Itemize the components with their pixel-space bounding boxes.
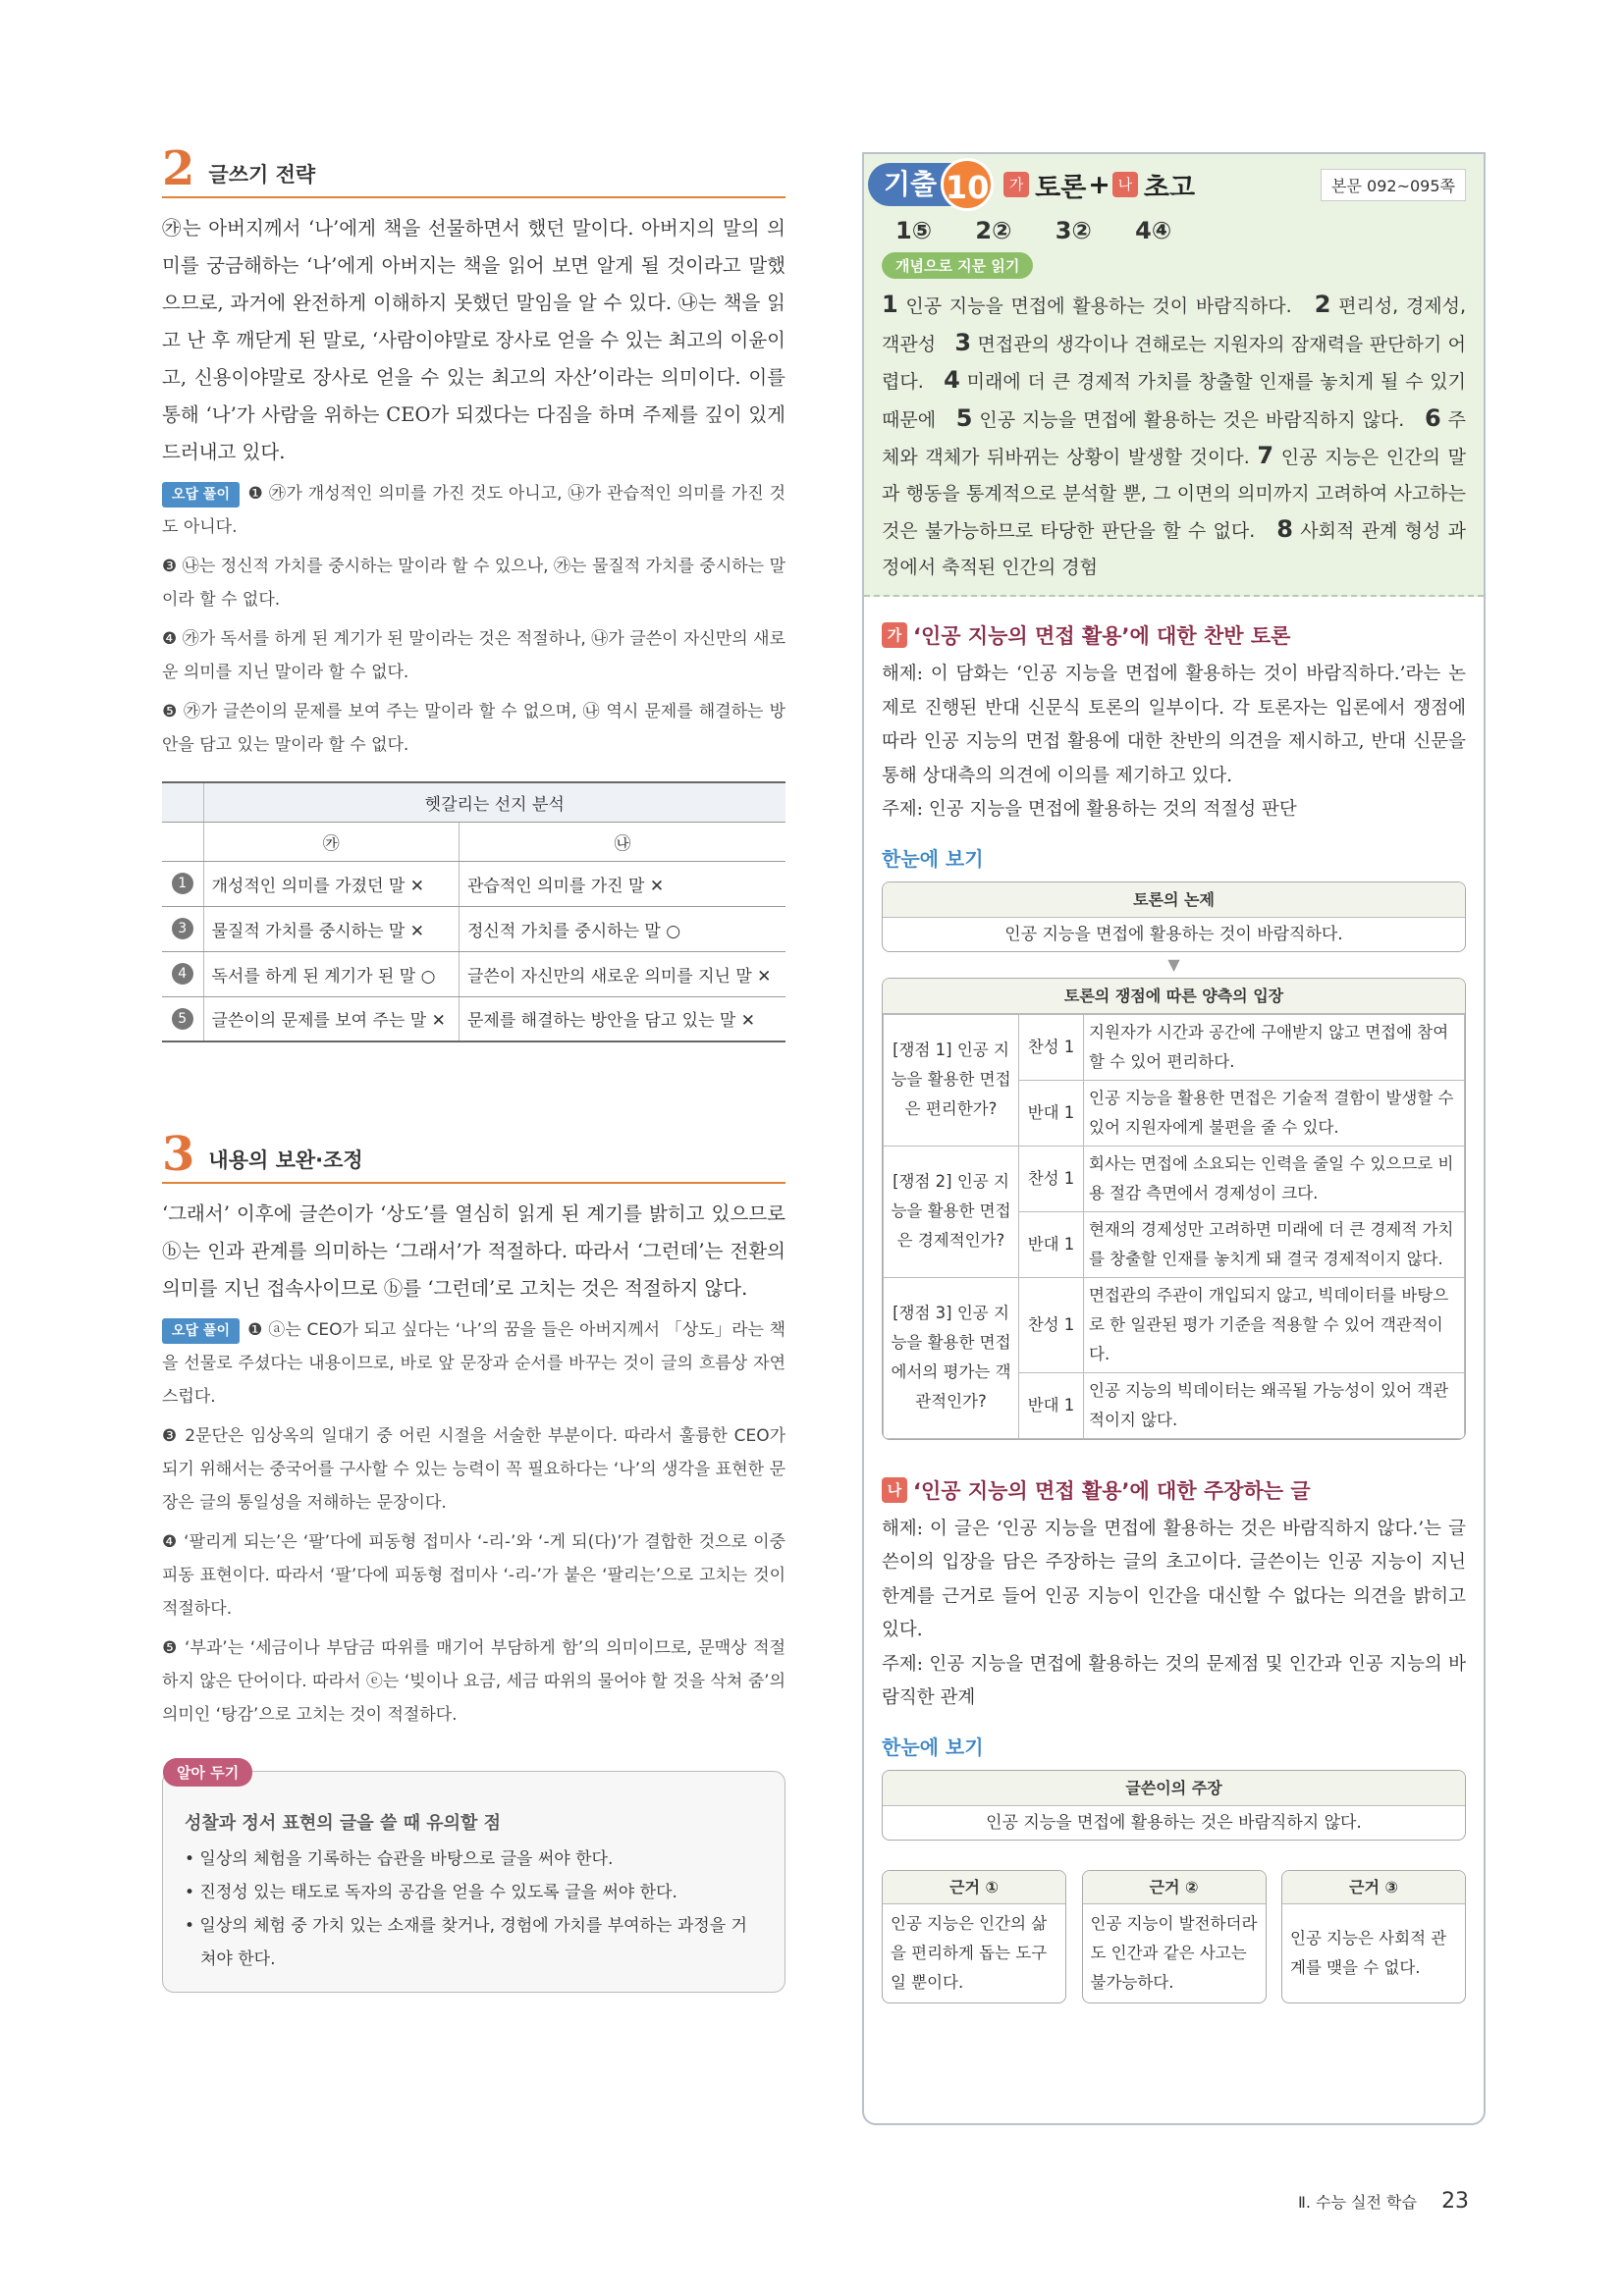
right-column xyxy=(862,152,1486,2125)
concept-num: 4 xyxy=(944,366,960,394)
stance-head: 토론의 쟁점에 따른 양측의 입장 xyxy=(883,979,1465,1014)
na-description: 해제: 이 글은 ‘인공 지능을 면접에 활용하는 것은 바람직하지 않다.’는 글쓴이의 입장을 담은 주장하는 글의 초고이다. 글쓴이는 인공 지능이 지닌 한계를 근거로 들어 인공 지능이 인간을 대신할 수 없다는 의견을 밝히고 있다. xyxy=(882,1518,1466,1640)
page-footer xyxy=(1298,2189,1469,2214)
table-row xyxy=(162,906,785,951)
reason-text: 인공 지능이 발전하더라도 인간과 같은 사고는 불가능하다. xyxy=(1090,1913,1258,1992)
cell-b: 정신적 가치를 중시하는 말 ○ xyxy=(459,906,785,951)
concept-text: 인공 지능을 면접에 활용하는 것은 바람직하지 않다. xyxy=(979,408,1405,431)
pro-label: 찬성 1 xyxy=(1019,1014,1084,1080)
claim-head: 글쓴이의 주장 xyxy=(883,1771,1465,1806)
concept-num: 3 xyxy=(954,328,972,356)
choice-number: 3 xyxy=(172,918,193,939)
reason-head: 근거 ① xyxy=(883,1871,1065,1904)
page-number: 23 xyxy=(1441,2189,1470,2214)
answer-summary-panel xyxy=(864,154,1484,597)
concept-text: 미래에 더 큰 경제적 가치를 창출할 인재를 놓치게 될 수 있기 때문에 xyxy=(882,371,1466,431)
fix-item: ❶ ㉮가 개성적인 의미를 가진 것도 아니고, ㉯가 관습적인 의미를 가진 것도 아니다. xyxy=(162,484,785,537)
table-row xyxy=(162,996,785,1041)
reasons-row xyxy=(882,1870,1466,2003)
tip-item: • 일상의 체험 중 가치 있는 소재를 찾거나, 경험에 가치를 부여하는 과정을 거쳐야 한다. xyxy=(185,1916,747,1969)
fix-item: ❹ ㉮가 독서를 하게 된 계기가 된 말이라는 것은 적절하나, ㉯가 글쓴이 자신만의 새로운 의미를 지닌 말이라 할 수 없다. xyxy=(162,629,785,682)
section-3-paragraph: ‘그래서’ 이후에 글쓴이가 ‘상도’를 열심히 읽게 된 계기를 밝히고 있으므로 ⓑ는 인과 관계를 의미하는 ‘그래서’가 적절하다. 따라서 ‘그런데’는 전환의 의미를 지닌 접속사이므로 ⓑ를 ‘그런데’로 고치는 것은 적절하지 않다. xyxy=(162,1202,785,1300)
concept-num: 5 xyxy=(955,403,973,432)
pro-label: 찬성 1 xyxy=(1019,1277,1084,1372)
issue-cell: [쟁점 2] 인공 지능을 활용한 면접은 경제적인가? xyxy=(884,1146,1019,1277)
reason-box xyxy=(1082,1870,1267,2003)
tip-tag: 알아 두기 xyxy=(163,1758,252,1787)
fix-item: ❺ ‘부과’는 ‘세금이나 부담금 따위를 매기어 부담하게 함’의 의미이므로, 문맥상 적절하지 않은 단어이다. 따라서 ⓔ는 ‘빚이나 요금, 세금 따위의 물어야 할 것을 삭쳐 줌’의 의미인 ‘탕감’으로 고치는 것이 적절하다. xyxy=(162,1638,785,1725)
concept-text: 사회적 관계 형성 과정에서 축적된 인간의 경험 xyxy=(882,520,1466,578)
section-title: 글쓰기 전략 xyxy=(208,163,316,187)
question-header xyxy=(882,154,1466,215)
debate-topic: 인공 지능을 면접에 활용하는 것이 바람직하다. xyxy=(1004,924,1343,944)
na-marker: 나 xyxy=(1112,172,1138,197)
na-title-text: ‘인공 지능의 면접 활용’에 대한 주장하는 글 xyxy=(913,1478,1311,1503)
past-exam-label: 기출 xyxy=(868,163,954,206)
reason-head: 근거 ③ xyxy=(1282,1871,1465,1904)
cell-a: 독서를 하게 된 계기가 된 말 ○ xyxy=(203,951,459,996)
wrong-answer-note xyxy=(162,1313,785,1414)
fix-item: ❹ ‘팔리게 되는’은 ‘팔’다에 피동형 접미사 ‘-리-’와 ‘-게 되(다)’가 결합한 것으로 이중 피동 표현이다. 따라서 ‘팔’다에 피동형 접미사 ‘-리-’가 붙은 ‘팔리는’으로 고치는 것이 적절하다. xyxy=(162,1532,785,1619)
choice-number: 1 xyxy=(172,873,193,894)
con-text: 현재의 경제성만 고려하면 미래에 더 큰 경제적 가치를 창출할 인재를 놓치게 돼 결국 경제적이지 않다. xyxy=(1084,1211,1465,1277)
concept-num: 2 xyxy=(1314,291,1331,318)
claim-box xyxy=(882,1770,1466,1841)
pro-text: 면접관의 주관이 개입되지 않고, 빅데이터를 바탕으로 한 일관된 평가 기준을 적용할 수 있어 객관적이다. xyxy=(1084,1277,1465,1372)
fix-item: ❸ ㉯는 정신적 가치를 중시하는 말이라 할 수 있으나, ㉮는 물질적 가치를 중시하는 말이라 할 수 없다. xyxy=(162,557,785,610)
concept-num: 6 xyxy=(1425,403,1441,432)
claim-text: 인공 지능을 면접에 활용하는 것은 바람직하지 않다. xyxy=(986,1812,1362,1833)
wrong-answer-tag: 오답 풀이 xyxy=(162,1318,240,1344)
section-2-header xyxy=(162,141,785,198)
title-debate: 토론 xyxy=(1035,172,1087,203)
at-a-glance-heading: 한눈에 보기 xyxy=(882,1735,984,1759)
table-row xyxy=(162,861,785,906)
pro-text: 지원자가 시간과 공간에 구애받지 않고 면접에 참여할 수 있어 편리하다. xyxy=(1084,1014,1465,1080)
na-title xyxy=(882,1475,1466,1505)
ga-marker: 가 xyxy=(1003,172,1029,197)
choice-number: 4 xyxy=(172,963,193,985)
tip-title: 성찰과 정서 표현의 글을 쓸 때 유의할 점 xyxy=(185,1813,502,1834)
at-a-glance-heading: 한눈에 보기 xyxy=(882,846,984,871)
pro-text: 회사는 면접에 소요되는 인력을 줄일 수 있으므로 비용 절감 측면에서 경제성이 크다. xyxy=(1084,1146,1465,1211)
title-draft: 초고 xyxy=(1143,172,1196,203)
reason-text: 인공 지능은 사회적 관계를 맺을 수 없다. xyxy=(1290,1928,1447,1977)
con-label: 반대 1 xyxy=(1019,1372,1084,1438)
ga-section xyxy=(864,620,1484,1440)
cell-a: 물질적 가치를 중시하는 말 ✕ xyxy=(203,906,459,951)
reason-box xyxy=(1281,1870,1466,2003)
con-label: 반대 1 xyxy=(1019,1080,1084,1146)
debate-topic-box xyxy=(882,881,1466,952)
fix-item: ❶ ⓐ는 CEO가 되고 싶다는 ‘나’의 꿈을 들은 아버지께서 「상도」라는 책을 선물로 주셨다는 내용이므로, 바로 앞 문장과 순서를 바꾸는 것이 글의 흐름상 자연스럽다. xyxy=(162,1320,785,1407)
footer-section: Ⅱ. 수능 실전 학습 xyxy=(1298,2193,1417,2212)
cell-a: 글쓴이의 문제를 보여 주는 말 ✕ xyxy=(203,996,459,1041)
reason-box xyxy=(882,1870,1066,2003)
tip-box xyxy=(162,1764,785,1993)
ga-marker: 가 xyxy=(882,622,907,648)
ga-description: 해제: 이 담화는 ‘인공 지능을 면접에 활용하는 것이 바람직하다.’라는 논제로 진행된 반대 신문식 토론의 일부이다. 각 토론자는 입론에서 쟁점에 따라 인공 지능의 면접 활용에 대한 찬반의 의견을 제시하고, 반대 신문을 통해 상대측의 의견에 이의를 제기하고 있다. xyxy=(882,664,1466,786)
concept-text: 주체와 객체가 뒤바뀌는 상황이 발생할 것이다. xyxy=(882,408,1466,468)
na-marker: 나 xyxy=(882,1477,907,1503)
table-col-b: ㉯ xyxy=(459,822,785,861)
concept-answers xyxy=(882,287,1466,585)
fix-item: ❺ ㉮가 글쓴이의 문제를 보여 주는 말이라 할 수 없으며, ㉯ 역시 문제를 해결하는 방안을 담고 있는 말이라 할 수 없다. xyxy=(162,702,785,755)
left-column xyxy=(162,141,785,1993)
plus-sign: + xyxy=(1088,169,1110,200)
na-theme: 주제: 인공 지능을 면접에 활용하는 것의 문제점 및 인간과 인공 지능의 바람직한 관계 xyxy=(882,1653,1466,1708)
section-number: 3 xyxy=(162,1127,195,1182)
choice-analysis-table xyxy=(162,781,785,1042)
ga-title xyxy=(882,620,1466,650)
table-row xyxy=(884,1277,1465,1372)
section-2-paragraph: ㉮는 아버지께서 ‘나’에게 책을 선물하면서 했던 말이다. 아버지의 말의 의미를 궁금해하는 ‘나’에게 아버지는 책을 읽어 보면 알게 될 것이라고 말했으므로, 과거에 완전하게 이해하지 못했던 말임을 알 수 있다. ㉯는 책을 읽고 난 후 깨닫게 된 말로, ‘사람이야말로 장사로 얻을 수 있는 최고의 이윤이고, 신용이야말로 장사로 얻을 수 있는 최고의 자산’이라는 의미이다. 이를 통해 ‘나’가 사람을 위하는 CEO가 되겠다는 다짐을 하며 주제를 깊이 있게 드러내고 있다. xyxy=(162,217,785,463)
section-title: 내용의 보완·조정 xyxy=(208,1148,363,1172)
table-row xyxy=(162,951,785,996)
concept-num: 8 xyxy=(1276,515,1293,543)
table-col-a: ㉮ xyxy=(203,822,459,861)
question-number: 10 xyxy=(941,158,994,211)
con-text: 인공 지능의 빅데이터는 왜곡될 가능성이 있어 객관적이지 않다. xyxy=(1084,1372,1465,1438)
con-text: 인공 지능을 활용한 면접은 기술적 결함이 발생할 수 있어 지원자에게 불편을 줄 수 있다. xyxy=(1084,1080,1465,1146)
concept-text: 편리성, 경제성, 객관성 xyxy=(882,295,1467,355)
na-section xyxy=(864,1475,1484,2003)
stance-table xyxy=(883,1014,1465,1439)
reason-head: 근거 ② xyxy=(1083,1871,1266,1904)
debate-topic-head: 토론의 논제 xyxy=(883,882,1465,918)
tip-item: • 진정성 있는 태도로 독자의 공감을 얻을 수 있도록 글을 써야 한다. xyxy=(185,1883,677,1902)
ga-title-text: ‘인공 지능의 면접 활용’에 대한 찬반 토론 xyxy=(913,624,1291,648)
down-arrow-icon: ▼ xyxy=(1167,954,1180,974)
concept-reading-tag: 개념으로 지문 읽기 xyxy=(882,252,1033,279)
cell-b: 문제를 해결하는 방안을 담고 있는 말 ✕ xyxy=(459,996,785,1041)
table-row xyxy=(884,1014,1465,1080)
section-3-header xyxy=(162,1127,785,1184)
ga-theme: 주제: 인공 지능을 면접에 활용하는 것의 적절성 판단 xyxy=(882,799,1297,820)
choice-number: 5 xyxy=(172,1008,193,1030)
tip-item: • 일상의 체험을 기록하는 습관을 바탕으로 글을 써야 한다. xyxy=(185,1849,614,1869)
fix-item: ❸ 2문단은 임상옥의 일대기 중 어린 시절을 서술한 부분이다. 따라서 훌륭한 CEO가 되기 위해서는 중국어를 구사할 수 있는 능력이 꼭 필요하다는 ‘나’의 생각을 표현한 문장은 글의 통일성을 저해하는 문장이다. xyxy=(162,1426,785,1513)
reason-text: 인공 지능은 인간의 삶을 편리하게 돕는 도구일 뿐이다. xyxy=(891,1913,1048,1992)
pro-label: 찬성 1 xyxy=(1019,1146,1084,1211)
concept-text: 인공 지능은 인간의 말과 행동을 통계적으로 분석할 뿐, 그 이면의 의미까지 고려하여 사고하는 것은 불가능하므로 타당한 판단을 할 수 없다. xyxy=(882,447,1466,542)
page-reference: 본문 092~095쪽 xyxy=(1321,169,1466,201)
cell-b: 관습적인 의미를 가진 말 ✕ xyxy=(459,861,785,906)
wrong-answer-tag: 오답 풀이 xyxy=(162,482,240,507)
section-number: 2 xyxy=(162,141,195,196)
concept-text: 인공 지능을 면접에 활용하는 것이 바람직하다. xyxy=(905,295,1292,317)
concept-text: 면접관의 생각이나 견해로는 지원자의 잠재력을 판단하기 어렵다. xyxy=(882,333,1466,393)
issue-cell: [쟁점 3] 인공 지능을 활용한 면접에서의 평가는 객관적인가? xyxy=(884,1277,1019,1438)
con-label: 반대 1 xyxy=(1019,1211,1084,1277)
answer-key: 1⑤ 2② 3② 4④ xyxy=(895,217,1172,244)
table-row xyxy=(884,1146,1465,1211)
wrong-answer-note xyxy=(162,477,785,544)
concept-num: 7 xyxy=(1257,442,1274,469)
issue-cell: [쟁점 1] 인공 지능을 활용한 면접은 편리한가? xyxy=(884,1014,1019,1146)
concept-num: 1 xyxy=(882,291,898,318)
table-caption: 헷갈리는 선지 분석 xyxy=(203,782,785,822)
cell-b: 글쓴이 자신만의 새로운 의미를 지닌 말 ✕ xyxy=(459,951,785,996)
stance-box xyxy=(882,978,1466,1440)
cell-a: 개성적인 의미를 가졌던 말 ✕ xyxy=(203,861,459,906)
